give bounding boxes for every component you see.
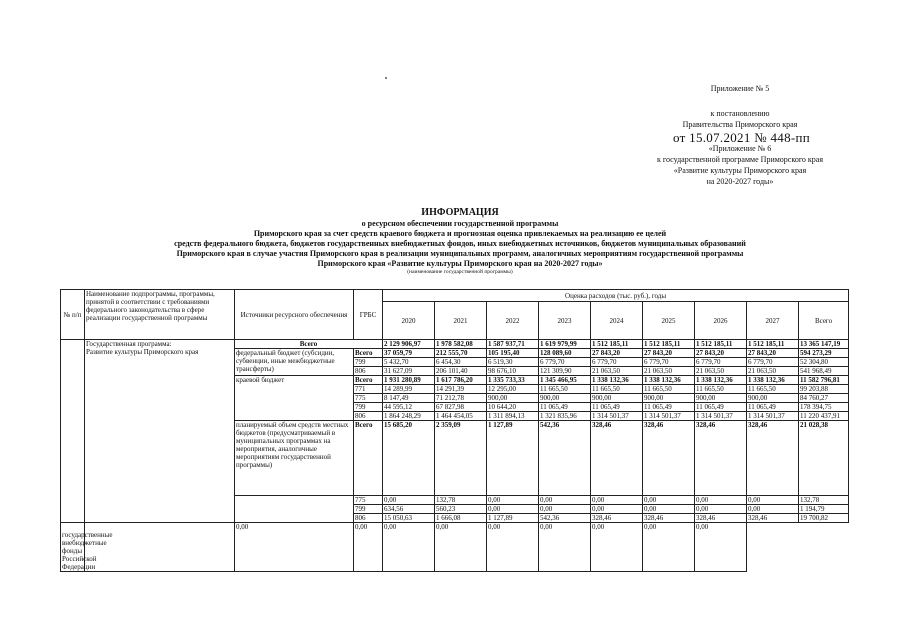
value-cell: 11 065,49 xyxy=(591,403,643,412)
grbs-cell: Всего xyxy=(354,421,383,496)
value-cell: 6 519,30 xyxy=(487,358,539,367)
value-cell: 0,00 xyxy=(487,496,539,505)
appendix5-line4: от 15.07.2021 № 448-пп xyxy=(673,130,811,145)
value-cell: 8 147,49 xyxy=(383,394,435,403)
value-cell: 132,78 xyxy=(435,496,487,505)
appendix6-line4: на 2020-2027 годы» xyxy=(706,177,774,186)
value-cell: 11 665,50 xyxy=(643,385,695,394)
value-cell: 11 065,49 xyxy=(539,403,591,412)
header-grbs: ГРБС xyxy=(354,290,383,340)
value-cell: 1 127,89 xyxy=(487,514,539,523)
scan-speck xyxy=(385,77,387,79)
source-federal: федеральный бюджет (субсидии, субвенции, иные межбюджетные трансферты) xyxy=(235,349,354,376)
value-cell: 1 587 937,71 xyxy=(487,340,539,349)
value-cell: 6 454,30 xyxy=(435,358,487,367)
value-cell: 212 555,70 xyxy=(435,349,487,358)
value-cell: 10 644,20 xyxy=(487,403,539,412)
header-num: № п/п xyxy=(61,290,85,340)
value-cell: 99 203,88 xyxy=(799,385,849,394)
value-cell: 14 291,39 xyxy=(435,385,487,394)
value-cell: 11 665,50 xyxy=(695,385,747,394)
total-label: Всего xyxy=(235,340,383,349)
value-cell: 0,00 xyxy=(695,505,747,514)
value-cell: 0,00 xyxy=(591,496,643,505)
row-number xyxy=(61,340,85,523)
value-cell: 67 827,98 xyxy=(435,403,487,412)
value-cell: 328,46 xyxy=(695,514,747,523)
value-cell: 11 065,49 xyxy=(643,403,695,412)
value-cell: 328,46 xyxy=(643,421,695,496)
title-line2: Приморского края за счет средств краевого бюджета и прогнозная оценка привлекаемых на реализацию ее целей xyxy=(253,229,667,238)
value-cell: 1 338 132,36 xyxy=(747,376,799,385)
value-cell: 11 665,50 xyxy=(747,385,799,394)
grbs-cell: Всего xyxy=(354,349,383,358)
grbs-cell: 799 xyxy=(354,403,383,412)
value-cell: 328,46 xyxy=(695,421,747,496)
header-row-1 xyxy=(61,290,849,302)
value-cell: 1 464 454,05 xyxy=(435,412,487,421)
grbs-cell xyxy=(85,523,235,572)
value-cell: 560,23 xyxy=(435,505,487,514)
grbs-cell: 799 xyxy=(354,505,383,514)
source-regional: краевой бюджет xyxy=(235,376,354,421)
value-cell: 1 314 501,37 xyxy=(747,412,799,421)
value-cell: 21 063,50 xyxy=(695,367,747,376)
value-cell: 1 338 132,36 xyxy=(695,376,747,385)
value-cell: 900,00 xyxy=(487,394,539,403)
value-cell: 84 760,27 xyxy=(799,394,849,403)
value-cell: 1 864 248,29 xyxy=(383,412,435,421)
value-cell: 121 309,90 xyxy=(539,367,591,376)
value-cell: 0,00 xyxy=(235,523,354,572)
grbs-cell: Всего xyxy=(354,376,383,385)
value-cell: 6 779,70 xyxy=(591,358,643,367)
source-funds-label: государственные внебюджетные фонды Российской Федерации xyxy=(62,531,113,571)
value-cell: 542,36 xyxy=(539,514,591,523)
value-cell: 6 779,70 xyxy=(539,358,591,367)
value-cell: 0,00 xyxy=(539,523,591,572)
value-cell: 21 063,50 xyxy=(643,367,695,376)
value-cell: 634,56 xyxy=(383,505,435,514)
table-row xyxy=(61,340,849,349)
value-cell: 132,78 xyxy=(799,496,849,505)
value-cell: 1 512 185,11 xyxy=(643,340,695,349)
appendix6-line1: «Приложение № 6 xyxy=(708,144,772,153)
value-cell: 0,00 xyxy=(539,505,591,514)
grbs-cell: 775 xyxy=(354,394,383,403)
value-cell: 1 321 835,96 xyxy=(539,412,591,421)
value-cell: 1 314 501,37 xyxy=(591,412,643,421)
value-cell: 1 311 894,13 xyxy=(487,412,539,421)
value-cell: 2 129 906,97 xyxy=(383,340,435,349)
grbs-cell: 806 xyxy=(354,412,383,421)
value-cell: 1 314 501,37 xyxy=(695,412,747,421)
value-cell: 328,46 xyxy=(747,514,799,523)
header-year-2: 2022 xyxy=(487,302,539,340)
value-cell: 328,46 xyxy=(591,514,643,523)
value-cell: 0,00 xyxy=(435,523,487,572)
value-cell: 27 843,20 xyxy=(695,349,747,358)
grbs-cell: 771 xyxy=(354,385,383,394)
value-cell: 1 194,79 xyxy=(799,505,849,514)
value-cell: 0,00 xyxy=(539,496,591,505)
value-cell: 11 065,49 xyxy=(695,403,747,412)
header-year-1: 2021 xyxy=(435,302,487,340)
grbs-cell: 806 xyxy=(354,514,383,523)
appendix5-line2: к постановлению xyxy=(710,109,770,118)
value-cell: 0,00 xyxy=(591,523,643,572)
value-cell: 12 295,00 xyxy=(487,385,539,394)
source-local: планируемый объем средств местных бюджетов (предусматриваемый в муниципальных программах на мероприятия, аналогичные мероприятиям государственной программы) xyxy=(235,421,354,496)
value-cell: 105 195,40 xyxy=(487,349,539,358)
value-cell: 900,00 xyxy=(591,394,643,403)
appendix5-block xyxy=(640,83,840,143)
value-cell: 71 212,78 xyxy=(435,394,487,403)
value-cell: 1 512 185,11 xyxy=(591,340,643,349)
appendix6-block xyxy=(610,143,870,187)
header-year-6: 2026 xyxy=(695,302,747,340)
value-cell: 1 127,89 xyxy=(487,421,539,496)
value-cell: 13 365 147,19 xyxy=(799,340,849,349)
value-cell: 0,00 xyxy=(695,496,747,505)
value-cell: 21 063,50 xyxy=(747,367,799,376)
appendix5-line1: Приложение № 5 xyxy=(710,84,770,93)
value-cell: 594 273,29 xyxy=(799,349,849,358)
value-cell: 328,46 xyxy=(643,514,695,523)
value-cell: 19 700,82 xyxy=(799,514,849,523)
value-cell: 1 335 733,33 xyxy=(487,376,539,385)
value-cell: 1 931 280,89 xyxy=(383,376,435,385)
header-year-8: Всего xyxy=(799,302,849,340)
program-label: Государственная программа: xyxy=(86,340,172,348)
value-cell: 1 978 582,08 xyxy=(435,340,487,349)
title-line1: о ресурсном обеспечении государственной программы xyxy=(361,219,559,228)
source-empty xyxy=(235,496,354,523)
value-cell: 0,00 xyxy=(747,496,799,505)
appendix6-line3: «Развитие культуры Приморского края xyxy=(673,166,807,175)
value-cell: 1 666,08 xyxy=(435,514,487,523)
value-cell: 21 028,38 xyxy=(799,421,849,496)
value-cell: 0,00 xyxy=(591,505,643,514)
source-funds xyxy=(61,523,113,572)
value-cell: 328,46 xyxy=(591,421,643,496)
value-cell: 6 779,70 xyxy=(643,358,695,367)
value-cell: 0,00 xyxy=(643,505,695,514)
value-cell: 14 289,99 xyxy=(383,385,435,394)
value-cell: 1 617 786,20 xyxy=(435,376,487,385)
value-cell: 1 338 132,36 xyxy=(591,376,643,385)
value-cell: 1 345 466,95 xyxy=(539,376,591,385)
value-cell: 15 685,20 xyxy=(383,421,435,496)
value-cell: 1 338 132,36 xyxy=(643,376,695,385)
title-line5: Приморского края «Развитие культуры Приморского края на 2020-2027 годы» xyxy=(317,259,603,268)
header-year-4: 2024 xyxy=(591,302,643,340)
value-cell: 0,00 xyxy=(643,496,695,505)
header-year-7: 2027 xyxy=(747,302,799,340)
header-estimate: Оценка расходов (тыс. руб.), годы xyxy=(383,290,849,302)
value-cell: 11 665,50 xyxy=(539,385,591,394)
value-cell: 31 627,09 xyxy=(383,367,435,376)
value-cell: 27 843,20 xyxy=(643,349,695,358)
program-title: Развитие культуры Приморского края xyxy=(86,348,199,356)
program-name xyxy=(85,340,235,523)
appendix5-line3: Правительства Приморского края xyxy=(682,120,798,129)
header-name: Наименование подпрограммы, программы, принятой в соответствии с требованиями федерального законодательства в сфере реализации государственной программы xyxy=(85,290,235,340)
value-cell: 541 968,49 xyxy=(799,367,849,376)
value-cell: 0,00 xyxy=(383,496,435,505)
value-cell: 5 432,70 xyxy=(383,358,435,367)
value-cell: 44 595,12 xyxy=(383,403,435,412)
title-line4: Приморского края в случае участия Приморского края в реализации муниципальных программ, аналогичных мероприятиям государственной программы xyxy=(176,249,744,258)
resource-table xyxy=(60,289,849,572)
value-cell: 6 779,70 xyxy=(747,358,799,367)
value-cell: 11 582 796,81 xyxy=(799,376,849,385)
value-cell: 900,00 xyxy=(747,394,799,403)
header-source: Источники ресурсного обеспечения xyxy=(235,290,354,340)
value-cell: 1 619 979,99 xyxy=(539,340,591,349)
value-cell: 0,00 xyxy=(695,523,747,572)
value-cell: 27 843,20 xyxy=(591,349,643,358)
value-cell: 52 304,80 xyxy=(799,358,849,367)
value-cell: 15 050,63 xyxy=(383,514,435,523)
value-cell: 542,36 xyxy=(539,421,591,496)
value-cell: 6 779,70 xyxy=(695,358,747,367)
value-cell: 0,00 xyxy=(487,523,539,572)
value-cell: 0,00 xyxy=(354,523,383,572)
value-cell: 178 394,75 xyxy=(799,403,849,412)
grbs-cell: 775 xyxy=(354,496,383,505)
value-cell: 11 065,49 xyxy=(747,403,799,412)
title-heading: ИНФОРМАЦИЯ xyxy=(421,207,499,218)
value-cell: 900,00 xyxy=(643,394,695,403)
value-cell: 0,00 xyxy=(383,523,435,572)
value-cell: 1 512 185,11 xyxy=(695,340,747,349)
value-cell: 11 220 437,91 xyxy=(799,412,849,421)
table-row xyxy=(61,523,849,572)
header-year-5: 2025 xyxy=(643,302,695,340)
title-line3: средств федерального бюджета, бюджетов государственных внебюджетных фондов, иных внебюджетных источников, бюджетов муниципальных образований xyxy=(174,239,746,248)
value-cell: 0,00 xyxy=(747,505,799,514)
value-cell: 128 089,60 xyxy=(539,349,591,358)
value-cell: 27 843,20 xyxy=(747,349,799,358)
grbs-cell: 806 xyxy=(354,367,383,376)
value-cell: 900,00 xyxy=(539,394,591,403)
header-year-3: 2023 xyxy=(539,302,591,340)
value-cell: 98 676,10 xyxy=(487,367,539,376)
value-cell: 1 512 185,11 xyxy=(747,340,799,349)
value-cell: 328,46 xyxy=(747,421,799,496)
header-year-0: 2020 xyxy=(383,302,435,340)
value-cell: 2 359,09 xyxy=(435,421,487,496)
grbs-cell: 799 xyxy=(354,358,383,367)
value-cell: 37 059,79 xyxy=(383,349,435,358)
document-title xyxy=(60,207,860,275)
value-cell: 0,00 xyxy=(643,523,695,572)
value-cell: 0,00 xyxy=(487,505,539,514)
value-cell: 206 101,40 xyxy=(435,367,487,376)
value-cell: 1 314 501,37 xyxy=(643,412,695,421)
value-cell: 21 063,50 xyxy=(591,367,643,376)
value-cell: 11 665,50 xyxy=(591,385,643,394)
title-note: (наименование государственной программы) xyxy=(407,269,513,275)
appendix6-line2: к государственной программе Приморского края xyxy=(656,155,824,164)
value-cell: 900,00 xyxy=(695,394,747,403)
